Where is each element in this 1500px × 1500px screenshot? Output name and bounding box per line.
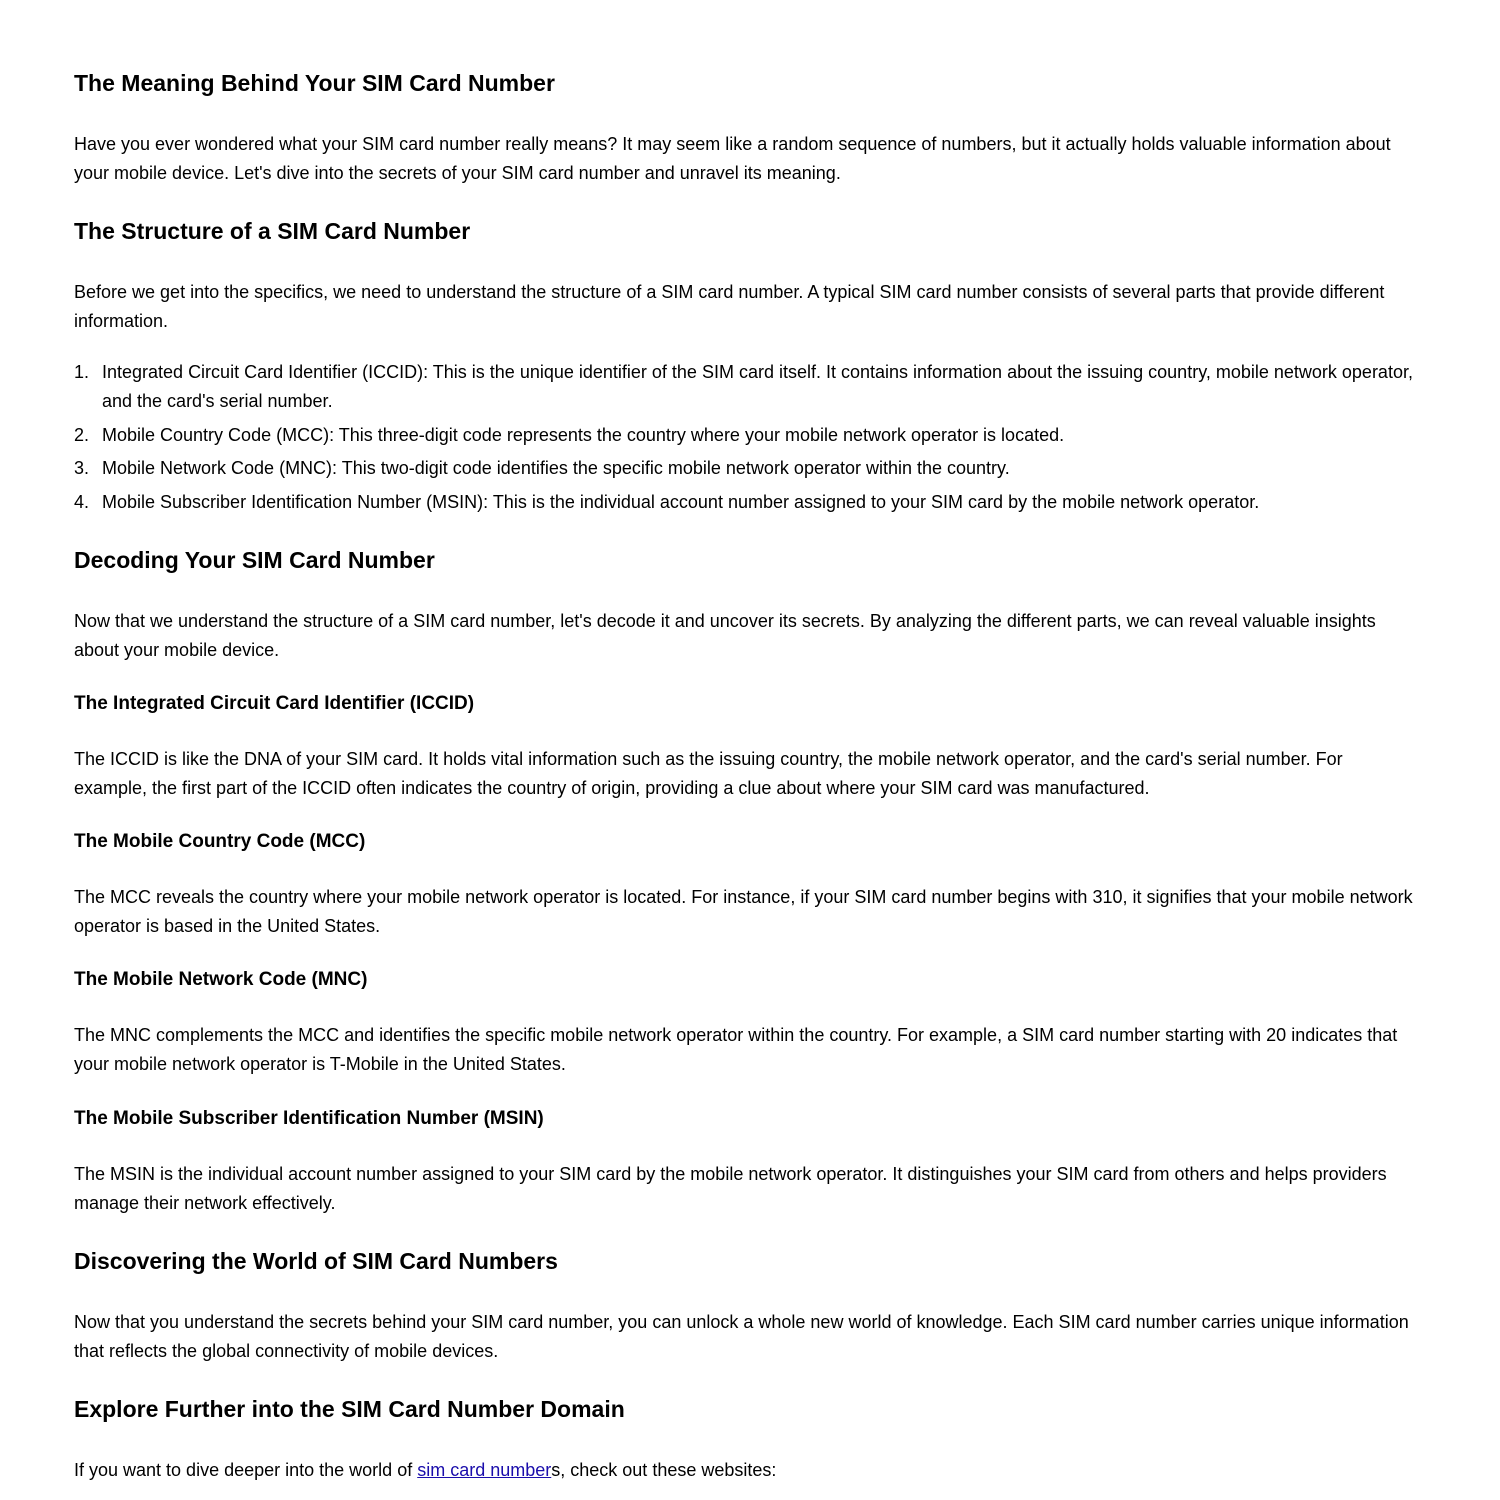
list-item-text: Mobile Network Code (MNC): This two-digit code identifies the specific mobile network operator within the country.: [102, 458, 1010, 478]
heading-meaning: The Meaning Behind Your SIM Card Number: [74, 70, 555, 96]
heading-discovering: Discovering the World of SIM Card Numbers: [74, 1248, 558, 1274]
list-item: [74, 358, 1420, 416]
heading-msin: The Mobile Subscriber Identification Number (MSIN): [74, 1108, 544, 1129]
heading-mnc: The Mobile Network Code (MNC): [74, 969, 368, 990]
list-item-number: 1.: [74, 362, 90, 382]
paragraph-iccid: The ICCID is like the DNA of your SIM card. It holds vital information such as the issuing country, the mobile network operator, and the card's serial number. For example, the first part of the ICCID often indicates the country of origin, providing a clue about where your SIM card was manufactured.: [74, 749, 1343, 798]
list-item-text: Mobile Subscriber Identification Number (MSIN): This is the individual account number assigned to your SIM card by the mobile network operator.: [102, 491, 1260, 512]
explore-text-after: s, check out these websites:: [551, 1460, 777, 1480]
heading-decoding: Decoding Your SIM Card Number: [74, 547, 435, 573]
list-item-text: Mobile Country Code (MCC): This three-digit code represents the country where your mobile network operator is located.: [102, 424, 1065, 445]
list-item: [74, 488, 1420, 517]
paragraph-meaning: Have you ever wondered what your SIM card number really means? It may seem like a random sequence of numbers, but it actually holds valuable information about your mobile device. Let's dive into the secrets of your SIM card number and unravel its meaning.: [74, 134, 1391, 183]
list-item: [74, 454, 1420, 483]
list-item-number: 2.: [74, 424, 90, 445]
heading-mcc: The Mobile Country Code (MCC): [74, 831, 366, 852]
list-item-number: 3.: [74, 458, 90, 478]
explore-text-before: If you want to dive deeper into the world of: [74, 1460, 418, 1480]
paragraph-structure: Before we get into the specifics, we need to understand the structure of a SIM card number. A typical SIM card number consists of several parts that provide different information.: [74, 282, 1385, 331]
paragraph-msin: The MSIN is the individual account number assigned to your SIM card by the mobile network operator. It distinguishes your SIM card from others and helps providers manage their network effectively.: [74, 1164, 1387, 1213]
sim-card-number-link[interactable]: sim card number: [417, 1460, 552, 1480]
paragraph-mcc: The MCC reveals the country where your mobile network operator is located. For instance, if your SIM card number begins with 310, it signifies that your mobile network operator is based in the United States.: [74, 887, 1413, 936]
paragraph-explore: [74, 1456, 1420, 1485]
list-item-number: 4.: [74, 491, 90, 512]
heading-structure: The Structure of a SIM Card Number: [74, 218, 471, 244]
paragraph-decoding: Now that we understand the structure of a SIM card number, let's decode it and uncover its secrets. By analyzing the different parts, we can reveal valuable insights about your mobile device.: [74, 611, 1376, 660]
list-item: [74, 421, 1420, 450]
paragraph-discovering: Now that you understand the secrets behind your SIM card number, you can unlock a whole new world of knowledge. Each SIM card number carries unique information that reflects the global connectivity of mobile devices.: [74, 1312, 1409, 1361]
paragraph-mnc: The MNC complements the MCC and identifies the specific mobile network operator within the country. For example, a SIM card number starting with 20 indicates that your mobile network operator is T-Mobile in the United States.: [74, 1025, 1398, 1074]
heading-iccid: The Integrated Circuit Card Identifier (ICCID): [74, 693, 475, 714]
list-item-text: Integrated Circuit Card Identifier (ICCID): This is the unique identifier of the SIM card itself. It contains information about the issuing country, mobile network operator, and the card's serial number.: [102, 362, 1413, 411]
structure-list: [74, 358, 1420, 517]
heading-explore: Explore Further into the SIM Card Number Domain: [74, 1396, 625, 1422]
